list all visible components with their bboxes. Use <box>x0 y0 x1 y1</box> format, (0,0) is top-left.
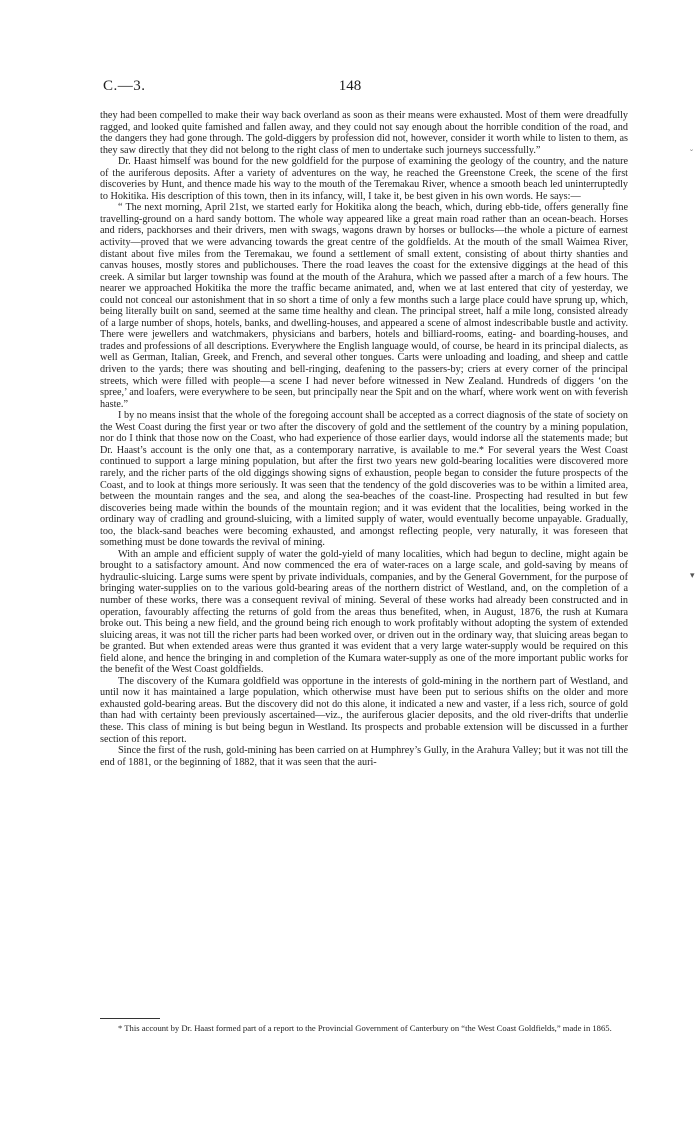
margin-mark: ˘ <box>690 148 693 158</box>
paragraph: Since the first of the rush, gold-mining has been carried on at Humphrey’s Gully, in the Arahura Valley; but it was not till the end of 1881, or the beginning of 1882, that it was seen that the auri- <box>100 745 628 768</box>
paragraph: I by no means insist that the whole of the foregoing account shall be accepted as a correct diagnosis of the state of society on the West Coast during the first year or two after the discovery of gold and the settlement of the country by a mining population, nor do I think that those now on the Coast, who had experience of those earlier days, would indorse all the statements made; but Dr. Haast’s account is the only one that, as a contemporary narrative, is available to me.* For several years the West Coast continued to support a large mining population, but after the first two years new gold-bearing localities were discovered more rarely, and the richer parts of the old diggings showing signs of exhaustion, people began to consider the future prospects of the Coast, and to look at things more seriously. It was seen that the tendency of the gold discoveries was to be within a limited area, between the mountain ranges and the sea, and along the sea-beaches of the coast-line. Prospecting had resulted in but few discoveries being made within the bounds of the mountain region; and it was evident that the localities, being worked in the ordinary way of cradling and ground-sluicing, with a limited supply of water, would eventually become unpayable. Gradually, too, the black-sand beaches were becoming exhausted, and amongst reflecting people, very naturally, it was foreseen that something must be done towards the revival of mining. <box>100 410 628 549</box>
page-number: 148 <box>338 78 362 94</box>
paragraph: With an ample and efficient supply of water the gold-yield of many localities, which had begun to decline, might again be brought to a satisfactory amount. And now commenced the era of water-races on a large scale, and gold-saving by means of hydraulic-sluicing. Large sums were spent by private individuals, companies, and by the General Government, for the purpose of bringing water-supplies on to the various gold-bearing areas of the northern district of Westland, and, on the completion of a number of these works, there was a consequent revival of mining. Several of these works had already been constructed and in operation, favourably affecting the returns of gold from the areas thus benefited, when, in August, 1876, the rush at Kumara broke out. This being a new field, and the ground being rich enough to work profitably without adopting the system of extended sluicing areas, it was not till the richer parts had been worked over, or driven out in the ordinary way, that sluicing areas began to be granted. But when extended areas were thus granted it was evident that a very large water-supply would be required on this field alone, and hence the bringing in and completion of the Kumara water-supply as one of the more important public works for the benefit of the West Coast goldfields. <box>100 548 628 676</box>
quotation-paragraph: “ The next morning, April 21st, we started early for Hokitika along the beach, which, during ebb-tide, offers generally fine travelling-ground on a hard sandy bottom. The whole way appeared like a great main road rather than an ocean-beach. Horses and riders, packhorses and their drivers, men with swags, wagons drawn by horses or bullocks—the whole a picture of earnest activity—proved that we were advancing towards the great centre of the goldfields. At the mouth of the small Waimea River, distant about five miles from the Teremakau, we found a settlement of small extent, consisting of about thirty shanties and canvas houses, mostly stores and publichouses. There the road leaves the coast for the extensive diggings at the head of this creek. A similar but larger township was found at the mouth of the Arahura, which we passed after a march of a few hours. The nearer we approached Hokitika the more the traffic became animated, and, when we at last entered that city of yesterday, we could not conceal our astonishment that in so short a time of only a few months such a large place could have sprung up, which, being literally built on sand, seemed at the same time healthy and clean. The principal street, half a mile long, consisted already of a large number of shops, hotels, banks, and dwelling-houses, and appeared a scene of almost indescribable bustle and activity. There were jewellers and watchmakers, physicians and barbers, hotels and billiard-rooms, eating- and boarding-houses, and trades and professions of all descriptions. Everywhere the English language would, of course, be heard in its principal dialects, as well as German, Italian, Greek, and French, and several other tongues. Carts were unloading and loading, and sheep and cattle driven to the yards; there was shouting and bell-ringing, deafening to the passers-by; criers at every corner of the principal streets, which were filled with people—a scene I had never before witnessed in New Zealand. Hundreds of diggers ‘on the spree,’ and loafers, were everywhere to be seen, but principally near the Spit and on the wharf, where work went on with feverish haste.” <box>100 202 628 410</box>
section-code: C.—3. <box>103 78 146 94</box>
margin-mark: ▾ <box>690 570 695 580</box>
paragraph: Dr. Haast himself was bound for the new goldfield for the purpose of examining the geology of the country, and the nature of the auriferous deposits. After a variety of adventures on the way, he reached the Greenstone Creek, the scene of the first discoveries by Hunt, and thence made his way to the mouth of the Teremakau River, whence a smooth beach led uninterruptedly to Hokitika. His description of this town, then in its infancy, will, I take it, be best given in his own words. He says:— <box>100 156 628 202</box>
paragraph: they had been compelled to make their way back overland as soon as their means were exhausted. Most of them were dreadfully ragged, and looked quite famished and fallen away, and they could not say enough about the horrible condition of the road, and the dangers they had gone through. The gold-diggers by profession did not, however, consider it worth while to listen to them, as they saw directly that they did not belong to the right class of men to undertake such journeys successfully.” <box>100 110 628 156</box>
footnote-rule <box>100 1018 160 1019</box>
footnote-text: * This account by Dr. Haast formed part of a report to the Provincial Government of Canterbury on “the West Coast Goldfields,” made in 1865. <box>118 1023 612 1033</box>
footnote <box>100 1023 628 1034</box>
paragraph: The discovery of the Kumara goldfield was opportune in the interests of gold-mining in the northern part of Westland, and until now it has maintained a large population, which otherwise must have been put to serious shifts on the older and more exhausted gold-bearing areas. But the discovery did not do this alone, it indicated a new and vaster, if a less rich, source of gold than had with certainty been previously ascertained—viz., the auriferous glacier deposits, and the old river-drifts that underlie these. This class of mining is but being begun in Westland. Its prospects and probable extension will be discussed in a further section of this report. <box>100 675 628 745</box>
body-text <box>100 110 628 768</box>
